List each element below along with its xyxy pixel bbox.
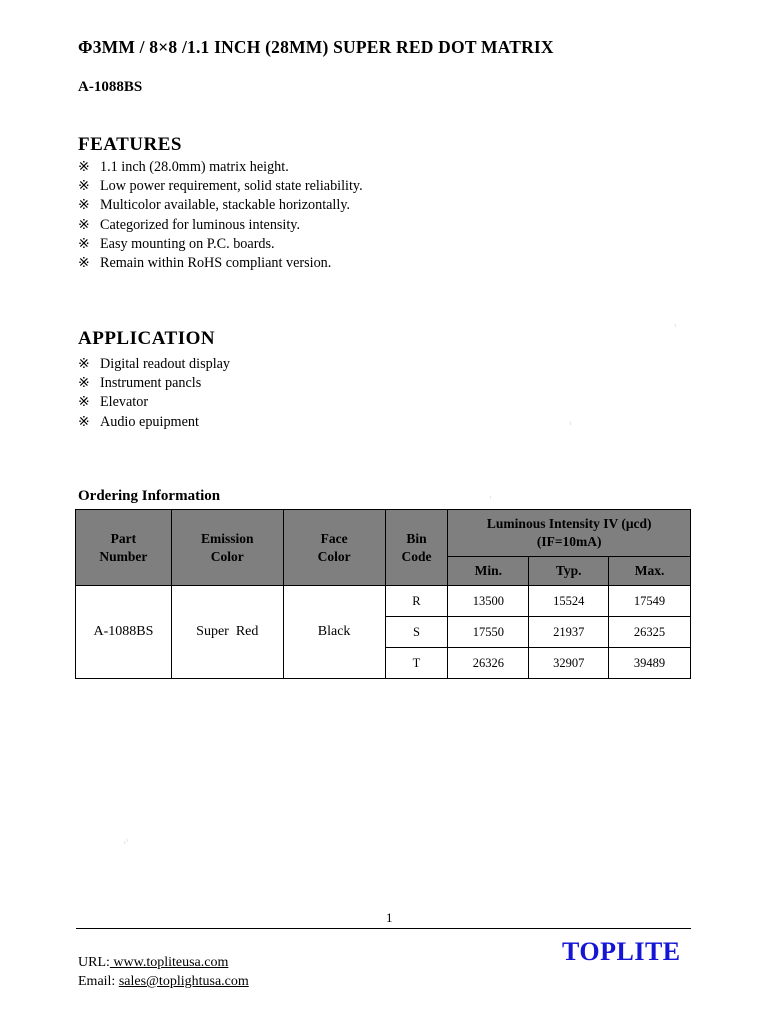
cell-max: 17549 <box>609 586 691 617</box>
cell-max: 39489 <box>609 648 691 679</box>
list-item <box>78 413 230 432</box>
part-number-heading: A-1088BS <box>78 79 143 95</box>
email-line <box>78 974 249 990</box>
feature-text: Remain within RoHS compliant version. <box>100 254 332 271</box>
cell-min: 17550 <box>448 617 529 648</box>
cell-bin: R <box>385 586 448 617</box>
watermark-mark: ᐟ <box>567 420 577 429</box>
cell-typ: 32907 <box>529 648 609 679</box>
table-row <box>76 586 691 617</box>
reference-mark-icon: ※ <box>78 197 90 214</box>
features-list <box>78 158 363 273</box>
list-item <box>78 196 363 215</box>
application-heading: APPLICATION <box>78 328 216 349</box>
feature-text: Multicolor available, stackable horizontally. <box>100 197 351 214</box>
reference-mark-icon: ※ <box>78 394 90 411</box>
reference-mark-icon: ※ <box>78 254 90 271</box>
feature-text: Easy mounting on P.C. boards. <box>100 235 275 252</box>
header-emission-color: Emission Color <box>171 510 283 586</box>
email-link[interactable]: sales@toplightusa.com <box>118 974 249 989</box>
header-typ: Typ. <box>529 557 609 586</box>
header-min: Min. <box>448 557 529 586</box>
list-item <box>78 158 363 177</box>
application-text: Elevator <box>100 394 149 411</box>
reference-mark-icon: ※ <box>78 235 90 252</box>
reference-mark-icon: ※ <box>78 216 90 233</box>
feature-text: Categorized for luminous intensity. <box>100 216 301 233</box>
cell-min: 13500 <box>448 586 529 617</box>
reference-mark-icon: ※ <box>78 356 90 372</box>
ordering-table <box>75 509 691 679</box>
application-list <box>78 355 230 432</box>
header-luminous-intensity <box>448 510 691 557</box>
brand-logo: TOPLITE <box>562 937 681 966</box>
cell-typ: 15524 <box>529 586 609 617</box>
cell-min: 26326 <box>448 648 529 679</box>
list-item <box>78 235 363 254</box>
list-item <box>78 254 363 273</box>
url-link[interactable]: www.topliteusa.com <box>109 955 229 970</box>
feature-text: 1.1 inch (28.0mm) matrix height. <box>100 159 289 175</box>
reference-mark-icon: ※ <box>78 413 90 430</box>
luminous-intensity-label: Luminous Intensity IV (μcd) <box>486 516 652 531</box>
watermark-mark: ᐟ <box>672 322 682 331</box>
ordering-info-title: Ordering Information <box>78 488 221 504</box>
cell-max: 26325 <box>609 617 691 648</box>
url-line <box>78 955 228 971</box>
reference-mark-icon: ※ <box>78 375 90 392</box>
header-part-number: Part Number <box>76 510 172 586</box>
reference-mark-icon: ※ <box>78 178 90 195</box>
email-label: Email: <box>78 974 116 989</box>
features-heading: FEATURES <box>78 134 182 155</box>
watermark-mark: ᐟ <box>487 494 497 503</box>
application-text: Digital readout display <box>100 356 231 372</box>
cell-bin: T <box>385 648 448 679</box>
cell-emission-color: Super Red <box>171 586 283 679</box>
list-item <box>78 177 363 196</box>
luminous-condition-label: (IF=10mA) <box>536 534 602 549</box>
cell-face-color: Black <box>283 586 385 679</box>
watermark-mark: ᐟᐟ <box>121 837 134 848</box>
cell-bin: S <box>385 617 448 648</box>
page-title: Φ3MM / 8×8 /1.1 INCH (28MM) SUPER RED DOT MATRIX <box>78 37 554 57</box>
list-item <box>78 374 230 393</box>
list-item <box>78 355 230 374</box>
cell-part-number: A-1088BS <box>76 586 172 679</box>
application-text: Audio epuipment <box>100 413 199 430</box>
url-label: URL: <box>78 955 110 970</box>
list-item <box>78 216 363 235</box>
header-bin-code: Bin Code <box>385 510 448 586</box>
reference-mark-icon: ※ <box>78 159 90 175</box>
cell-typ: 21937 <box>529 617 609 648</box>
header-face-color: Face Color <box>283 510 385 586</box>
feature-text: Low power requirement, solid state reliability. <box>100 178 363 195</box>
page-number: 1 <box>386 910 393 925</box>
footer-divider <box>76 928 691 929</box>
application-text: Instrument pancls <box>100 375 202 392</box>
header-max: Max. <box>609 557 691 586</box>
list-item <box>78 393 230 412</box>
